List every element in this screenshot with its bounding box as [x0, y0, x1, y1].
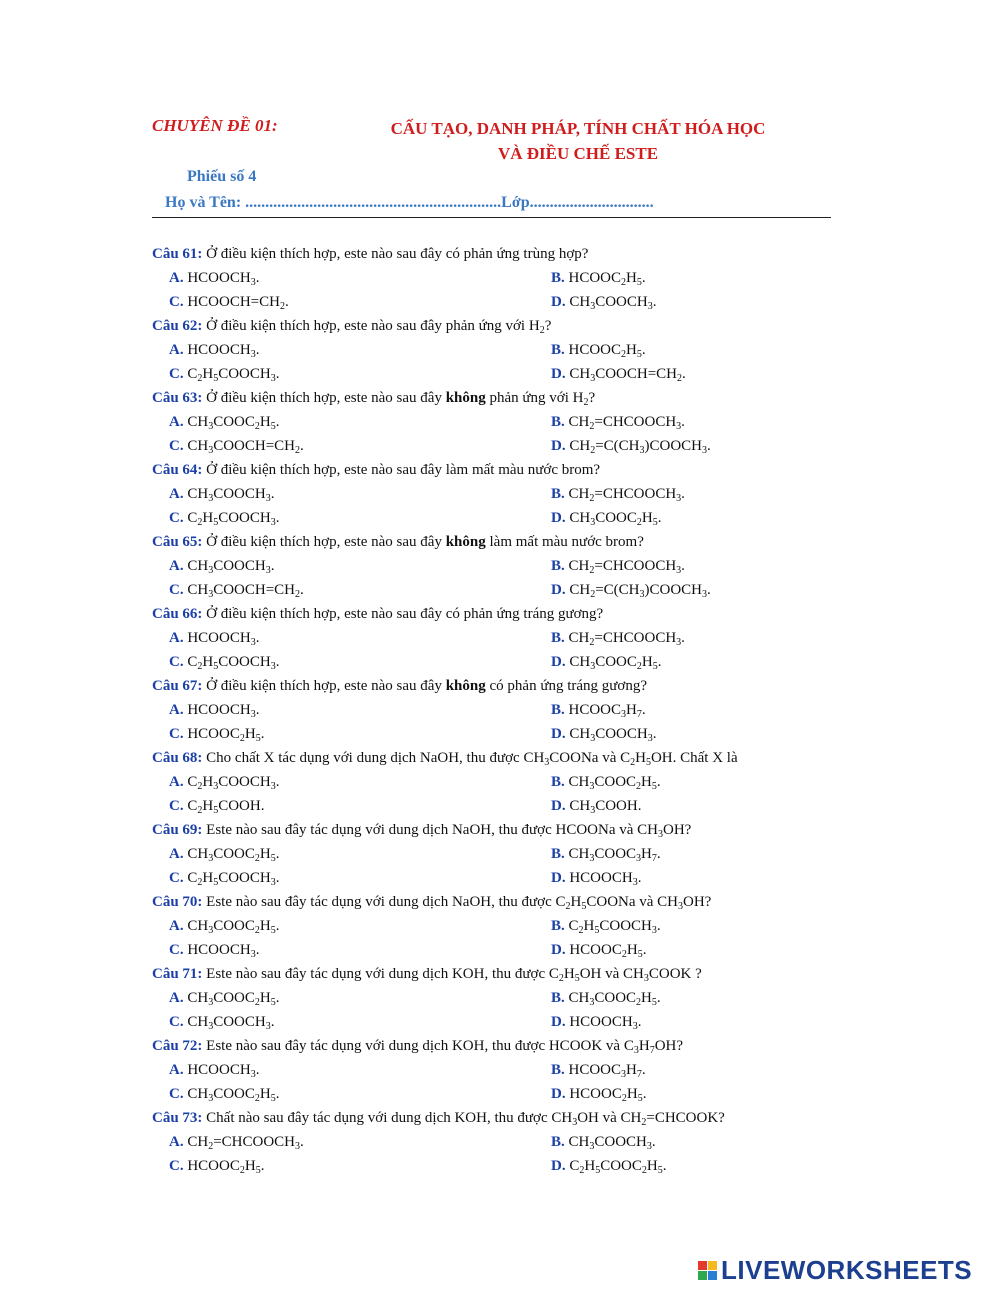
answer-option-a[interactable] — [152, 770, 534, 794]
answer-options — [152, 626, 842, 674]
answer-option-d[interactable] — [534, 434, 842, 458]
question-stem — [152, 314, 842, 338]
option-label: C. — [169, 438, 184, 454]
answer-option-c[interactable] — [152, 866, 534, 890]
question-number: Câu 66: — [152, 606, 203, 622]
option-label: C. — [169, 510, 184, 526]
question-stem — [152, 746, 842, 770]
option-text: $HCOOCH_3$. — [183, 1062, 260, 1080]
option-label: B. — [551, 486, 565, 502]
option-label: B. — [551, 558, 565, 574]
answer-option-d[interactable] — [534, 650, 842, 674]
question-stem — [152, 458, 842, 482]
option-label: D. — [551, 366, 566, 382]
question-stem — [152, 818, 842, 842]
answer-option-a[interactable] — [152, 266, 534, 290]
option-text: $HCOOCH_3$. — [565, 870, 642, 888]
option-label: A. — [169, 918, 184, 934]
option-text: $CH_2=C(CH_3)COOCH_3$. — [565, 438, 711, 456]
question-number: Câu 71: — [152, 966, 203, 982]
option-text: $CH_3COOCH_3$. — [564, 1134, 656, 1152]
option-text: $C_2H_5COOCH_3$. — [183, 654, 280, 672]
answer-option-b[interactable] — [534, 1130, 842, 1154]
option-label: D. — [551, 942, 566, 958]
option-text: $CH_3COOH$. — [565, 798, 642, 816]
answer-option-c[interactable] — [152, 794, 534, 818]
question-66 — [152, 602, 842, 674]
question-67 — [152, 674, 842, 746]
answer-option-b[interactable] — [534, 554, 842, 578]
answer-option-b[interactable] — [534, 986, 842, 1010]
question-text: Ở điều kiện thích hợp, este nào sau đây có phản ứng tráng gương? — [202, 606, 604, 622]
question-61 — [152, 242, 842, 314]
question-71 — [152, 962, 842, 1034]
question-number: Câu 68: — [152, 750, 203, 766]
option-label: B. — [551, 990, 565, 1006]
answer-option-a[interactable] — [152, 338, 534, 362]
question-text: Ở điều kiện thích hợp, este nào sau đây không phản ứng với $H_2$? — [202, 390, 596, 408]
answer-option-d[interactable] — [534, 938, 842, 962]
answer-option-b[interactable] — [534, 842, 842, 866]
question-text: Este nào sau đây tác dụng với dung dịch NaOH, thu được HCOONa và $CH_3OH$? — [202, 822, 692, 840]
option-text: $HCOOCH=CH_2$. — [183, 294, 289, 312]
question-number: Câu 65: — [152, 534, 203, 550]
question-73 — [152, 1106, 842, 1178]
option-text: $CH_3COOC_2H_5$. — [183, 414, 280, 432]
option-label: C. — [169, 1158, 184, 1174]
answer-option-d[interactable] — [534, 794, 842, 818]
option-label: B. — [551, 702, 565, 718]
answer-option-d[interactable] — [534, 506, 842, 530]
option-label: D. — [551, 1086, 566, 1102]
answer-option-d[interactable] — [534, 362, 842, 386]
title-line-1: CẤU TẠO, DANH PHÁP, TÍNH CHẤT HÓA HỌC — [390, 119, 766, 138]
answer-option-b[interactable] — [534, 266, 842, 290]
answer-option-d[interactable] — [534, 1082, 842, 1106]
option-label: A. — [169, 990, 184, 1006]
option-label: B. — [551, 774, 565, 790]
header-divider — [152, 217, 831, 218]
question-number: Câu 63: — [152, 390, 203, 406]
page-title — [372, 116, 784, 166]
question-text: Cho chất X tác dụng với dung dịch NaOH, thu được $CH_3COONa$ và $C_2H_5OH$. Chất X là — [202, 750, 738, 768]
option-text: $CH_2=C(CH_3)COOCH_3$. — [565, 582, 711, 600]
answer-option-c[interactable] — [152, 362, 534, 386]
question-text: Ở điều kiện thích hợp, este nào sau đây làm mất màu nước brom? — [202, 462, 601, 478]
option-text: $HCOOC_2H_5$. — [565, 1086, 647, 1104]
option-text: $C_2H_5COOCH_3$. — [564, 918, 661, 936]
option-label: D. — [551, 294, 566, 310]
option-text: $CH_3COOC_2H_5$. — [565, 510, 662, 528]
answer-option-a[interactable] — [152, 626, 534, 650]
question-number: Câu 62: — [152, 318, 203, 334]
option-text: $HCOOC_2H_5$. — [183, 726, 265, 744]
option-text: $C_2H_5COOCH_3$. — [183, 510, 280, 528]
option-label: D. — [551, 798, 566, 814]
option-text: $C_2H_5COOH$. — [183, 798, 265, 816]
option-text: $CH_3COOCH=CH_2$. — [183, 582, 304, 600]
option-text: $HCOOC_2H_5$. — [564, 342, 646, 360]
option-label: C. — [169, 942, 184, 958]
question-stem — [152, 1106, 842, 1130]
option-label: A. — [169, 1062, 184, 1078]
option-text: $HCOOC_3H_7$. — [564, 1062, 646, 1080]
answer-options — [152, 482, 842, 530]
question-list — [152, 242, 842, 1178]
option-label: C. — [169, 582, 184, 598]
option-label: B. — [551, 918, 565, 934]
answer-option-a[interactable] — [152, 1130, 534, 1154]
question-stem — [152, 386, 842, 410]
question-stem — [152, 1034, 842, 1058]
option-label: C. — [169, 726, 184, 742]
option-text: $HCOOCH_3$. — [183, 630, 260, 648]
option-text: $C_2H_5COOCH_3$. — [183, 870, 280, 888]
answer-option-a[interactable] — [152, 986, 534, 1010]
option-label: B. — [551, 630, 565, 646]
answer-option-a[interactable] — [152, 554, 534, 578]
answer-options — [152, 338, 842, 386]
option-text: $HCOOC_2H_5$. — [183, 1158, 265, 1176]
option-label: D. — [551, 510, 566, 526]
option-text: $CH_3COOCH_3$. — [565, 294, 657, 312]
option-text: $HCOOC_2H_5$. — [565, 942, 647, 960]
option-text: $CH_2=CHCOOCH_3$. — [564, 486, 685, 504]
answer-options — [152, 698, 842, 746]
answer-option-b[interactable] — [534, 338, 842, 362]
option-label: A. — [169, 1134, 184, 1150]
option-text: $HCOOCH_3$. — [183, 270, 260, 288]
question-stem — [152, 962, 842, 986]
answer-option-b[interactable] — [534, 698, 842, 722]
title-line-2: VÀ ĐIỀU CHẾ ESTE — [497, 144, 659, 163]
question-stem — [152, 674, 842, 698]
option-text: $CH_2=CHCOOCH_3$. — [183, 1134, 304, 1152]
answer-option-c[interactable] — [152, 578, 534, 602]
answer-options — [152, 1058, 842, 1106]
answer-option-b[interactable] — [534, 626, 842, 650]
option-label: A. — [169, 846, 184, 862]
answer-option-a[interactable] — [152, 842, 534, 866]
option-label: C. — [169, 366, 184, 382]
answer-option-c[interactable] — [152, 938, 534, 962]
answer-option-d[interactable] — [534, 722, 842, 746]
answer-option-d[interactable] — [534, 1010, 842, 1034]
question-number: Câu 72: — [152, 1038, 203, 1054]
answer-option-b[interactable] — [534, 914, 842, 938]
logo-block — [698, 1271, 707, 1280]
question-65 — [152, 530, 842, 602]
answer-options — [152, 266, 842, 314]
logo-blocks-icon — [698, 1261, 717, 1280]
answer-options — [152, 986, 842, 1034]
option-text: $C_2H_5COOC_2H_5$. — [565, 1158, 667, 1176]
answer-options — [152, 914, 842, 962]
answer-option-c[interactable] — [152, 1010, 534, 1034]
answer-option-d[interactable] — [534, 1154, 842, 1178]
question-stem — [152, 242, 842, 266]
name-class-line: Họ và Tên: ................................................................Lớp............................... — [165, 194, 654, 211]
question-64 — [152, 458, 842, 530]
answer-option-c[interactable] — [152, 290, 534, 314]
option-text: $C_2H_3COOCH_3$. — [183, 774, 280, 792]
option-text: $CH_3COOCH_3$. — [183, 486, 275, 504]
question-text: Ở điều kiện thích hợp, este nào sau đây phản ứng với $H_2$? — [202, 318, 552, 336]
option-label: D. — [551, 438, 566, 454]
logo-block — [698, 1261, 707, 1270]
option-label: B. — [551, 270, 565, 286]
option-text: $HCOOCH_3$. — [565, 1014, 642, 1032]
answer-option-a[interactable] — [152, 482, 534, 506]
question-stem — [152, 602, 842, 626]
question-number: Câu 70: — [152, 894, 203, 910]
option-text: $CH_3COOC_2H_5$. — [564, 990, 661, 1008]
liveworksheets-logo — [698, 1254, 972, 1286]
option-text: $CH_3COOCH_3$. — [565, 726, 657, 744]
answer-option-b[interactable] — [534, 482, 842, 506]
answer-option-c[interactable] — [152, 434, 534, 458]
question-stem — [152, 890, 842, 914]
option-text: $CH_2=CHCOOCH_3$. — [564, 558, 685, 576]
option-label: A. — [169, 774, 184, 790]
option-text: $CH_3COOCH=CH_2$. — [183, 438, 304, 456]
option-text: $HCOOCH_3$. — [183, 342, 260, 360]
option-label: B. — [551, 1062, 565, 1078]
option-label: A. — [169, 342, 184, 358]
option-label: A. — [169, 558, 184, 574]
option-text: $CH_3COOC_2H_5$. — [183, 990, 280, 1008]
answer-option-c[interactable] — [152, 506, 534, 530]
logo-text: LIVEWORKSHEETS — [721, 1254, 973, 1285]
question-text: Chất nào sau đây tác dụng với dung dịch KOH, thu được $CH_3OH$ và $CH_2=CHCOOK$? — [202, 1110, 725, 1128]
option-text: $HCOOCH_3$. — [183, 942, 260, 960]
option-label: C. — [169, 294, 184, 310]
answer-option-a[interactable] — [152, 914, 534, 938]
option-text: $CH_3COOCH_3$. — [183, 1014, 275, 1032]
answer-options — [152, 1130, 842, 1178]
option-text: $HCOOC_3H_7$. — [564, 702, 646, 720]
logo-block — [708, 1271, 717, 1280]
option-label: C. — [169, 798, 184, 814]
option-label: D. — [551, 726, 566, 742]
question-number: Câu 69: — [152, 822, 203, 838]
option-text: $HCOOC_2H_5$. — [564, 270, 646, 288]
option-label: C. — [169, 654, 184, 670]
answer-options — [152, 842, 842, 890]
logo-block — [708, 1261, 717, 1270]
option-text: $CH_3COOC_3H_7$. — [564, 846, 661, 864]
option-label: A. — [169, 414, 184, 430]
option-label: D. — [551, 870, 566, 886]
question-text: Este nào sau đây tác dụng với dung dịch NaOH, thu được $C_2H_5COONa$ và $CH_3OH$? — [202, 894, 712, 912]
question-stem — [152, 530, 842, 554]
answer-option-c[interactable] — [152, 1082, 534, 1106]
question-text: Ở điều kiện thích hợp, este nào sau đây không làm mất màu nước brom? — [202, 534, 644, 550]
option-text: $CH_2=CHCOOCH_3$. — [564, 414, 685, 432]
option-label: C. — [169, 1014, 184, 1030]
option-label: D. — [551, 654, 566, 670]
question-68 — [152, 746, 842, 818]
question-69 — [152, 818, 842, 890]
question-text: Ở điều kiện thích hợp, este nào sau đây có phản ứng trùng hợp? — [202, 246, 589, 262]
answer-option-d[interactable] — [534, 290, 842, 314]
answer-option-d[interactable] — [534, 866, 842, 890]
option-text: $CH_3COOC_2H_5$. — [183, 846, 280, 864]
option-label: C. — [169, 1086, 184, 1102]
answer-option-a[interactable] — [152, 698, 534, 722]
answer-option-b[interactable] — [534, 770, 842, 794]
answer-option-a[interactable] — [152, 1058, 534, 1082]
answer-options — [152, 554, 842, 602]
question-63 — [152, 386, 842, 458]
option-text: $C_2H_5COOCH_3$. — [183, 366, 280, 384]
sheet-number: Phiếu số 4 — [187, 168, 257, 185]
answer-options — [152, 770, 842, 818]
answer-option-c[interactable] — [152, 650, 534, 674]
answer-option-b[interactable] — [534, 410, 842, 434]
option-text: $CH_3COOC_2H_5$. — [565, 654, 662, 672]
option-text: $CH_3COOCH_3$. — [183, 558, 275, 576]
option-label: A. — [169, 486, 184, 502]
question-number: Câu 67: — [152, 678, 203, 694]
option-label: A. — [169, 702, 184, 718]
option-text: $CH_3COOC_2H_5$. — [183, 918, 280, 936]
option-label: D. — [551, 582, 566, 598]
option-label: B. — [551, 414, 565, 430]
option-label: A. — [169, 630, 184, 646]
answer-option-c[interactable] — [152, 1154, 534, 1178]
answer-options — [152, 410, 842, 458]
option-text: $CH_3COOC_2H_5$. — [183, 1086, 280, 1104]
option-label: C. — [169, 870, 184, 886]
answer-option-c[interactable] — [152, 722, 534, 746]
question-text: Este nào sau đây tác dụng với dung dịch KOH, thu được HCOOK và $C_3H_7OH$? — [202, 1038, 684, 1056]
option-label: D. — [551, 1158, 566, 1174]
option-label: B. — [551, 1134, 565, 1150]
topic-label: CHUYÊN ĐỀ 01: — [152, 116, 278, 135]
option-label: B. — [551, 846, 565, 862]
question-70 — [152, 890, 842, 962]
option-label: D. — [551, 1014, 566, 1030]
question-62 — [152, 314, 842, 386]
question-text: Este nào sau đây tác dụng với dung dịch KOH, thu được $C_2H_5OH$ và $CH_3COOK$ ? — [202, 966, 702, 984]
question-72 — [152, 1034, 842, 1106]
question-number: Câu 61: — [152, 246, 203, 262]
option-label: B. — [551, 342, 565, 358]
option-text: $CH_3COOC_2H_5$. — [564, 774, 661, 792]
option-text: $CH_3COOCH=CH_2$. — [565, 366, 686, 384]
question-number: Câu 64: — [152, 462, 203, 478]
answer-option-d[interactable] — [534, 578, 842, 602]
answer-option-a[interactable] — [152, 410, 534, 434]
option-label: A. — [169, 270, 184, 286]
question-text: Ở điều kiện thích hợp, este nào sau đây không có phản ứng tráng gương? — [202, 678, 647, 694]
answer-option-b[interactable] — [534, 1058, 842, 1082]
option-text: $HCOOCH_3$. — [183, 702, 260, 720]
option-text: $CH_2=CHCOOCH_3$. — [564, 630, 685, 648]
question-number: Câu 73: — [152, 1110, 203, 1126]
